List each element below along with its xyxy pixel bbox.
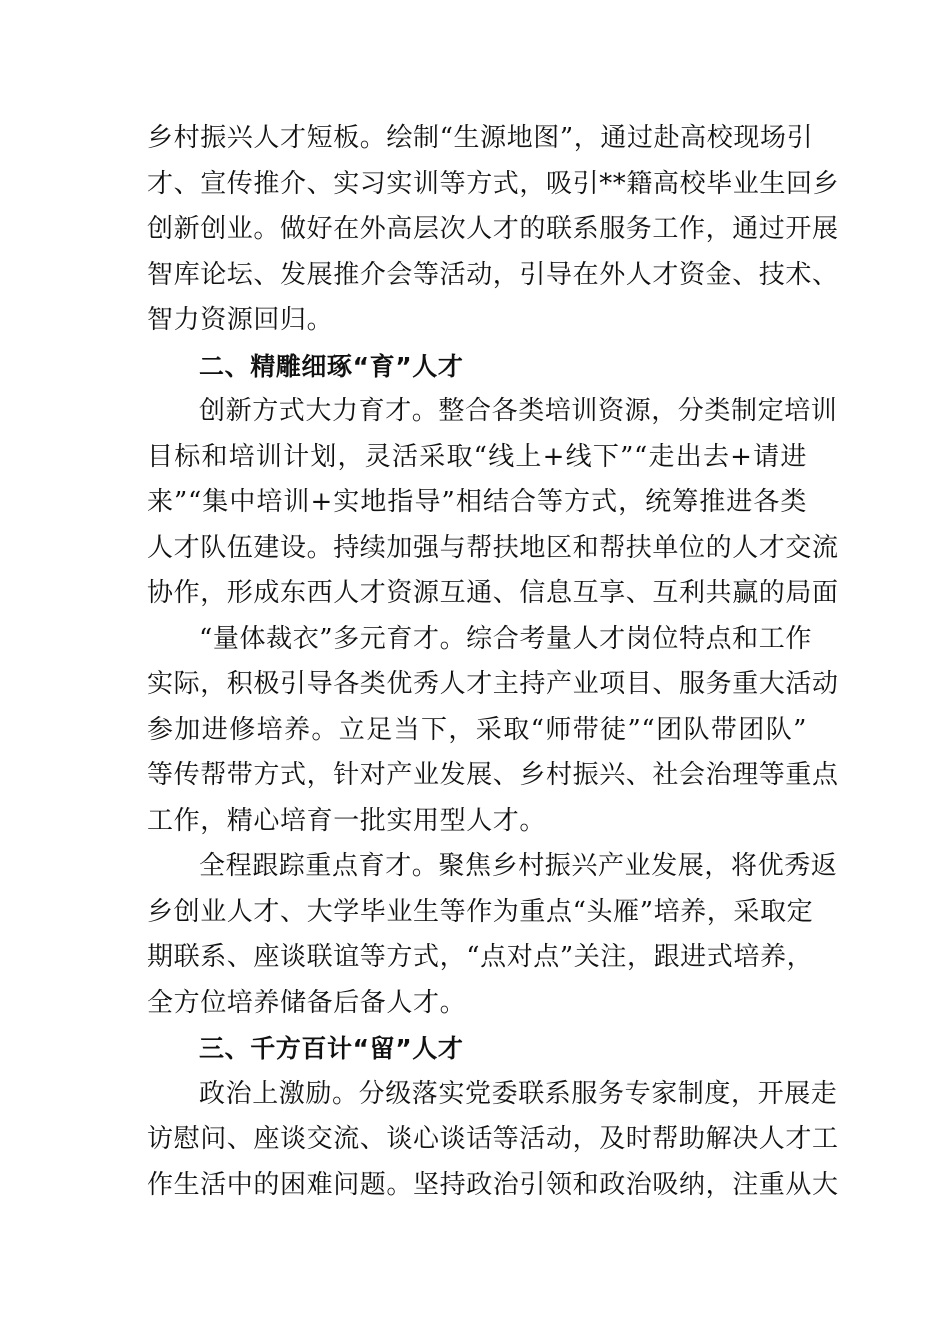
- text-line: 目标和培训计划，灵活采取“线上+线下”“走出去+请进: [147, 441, 807, 472]
- text-line: 全方位培养储备后备人才。: [147, 987, 467, 1018]
- text-line: 来”“集中培训+实地指导”相结合等方式，统筹推进各类: [147, 487, 807, 517]
- text-line: 乡创业人才、大学毕业生等作为重点“头雁”培养，采取定: [147, 896, 814, 927]
- text-line: 创新方式大力育才。整合各类培训资源，分类制定培训: [199, 396, 838, 426]
- section-heading: 三、千方百计“留”人才: [199, 1034, 464, 1063]
- text-line: 等传帮带方式，针对产业发展、乡村振兴、社会治理等重点: [147, 760, 839, 790]
- section-heading: 二、精雕细琢“育”人才: [199, 351, 464, 381]
- text-line: 智库论坛、发展推介会等活动，引导在外人才资金、技术、: [147, 259, 839, 290]
- text-line: 政治上激励。分级落实党委联系服务专家制度，开展走: [199, 1078, 838, 1109]
- text-line: 才、宣传推介、实习实训等方式，吸引**籍高校毕业生回乡: [147, 168, 840, 199]
- text-line: 访慰问、座谈交流、谈心谈话等活动，及时帮助解决人才工: [147, 1124, 839, 1154]
- document-body: [147, 116, 840, 1208]
- text-line: 乡村振兴人才短板。绘制“生源地图”，通过赴高校现场引: [147, 123, 814, 153]
- text-line: 人才队伍建设。持续加强与帮扶地区和帮扶单位的人才交流: [147, 532, 839, 563]
- text-line: “量体裁衣”多元育才。综合考量人才岗位特点和工作: [199, 623, 812, 654]
- text-line: 作生活中的困难问题。坚持政治引领和政治吸纳，注重从大: [147, 1169, 839, 1200]
- text-line: 参加进修培养。立足当下，采取“师带徒”“团队带团队”: [147, 714, 807, 745]
- text-line: 期联系、座谈联谊等方式，“点对点”关注，跟进式培养，: [147, 942, 814, 972]
- text-line: 协作，形成东西人才资源互通、信息互享、互利共赢的局面: [147, 578, 839, 608]
- text-line: 全程跟踪重点育才。聚焦乡村振兴产业发展，将优秀返: [199, 851, 838, 881]
- text-line: 实际，积极引导各类优秀人才主持产业项目、服务重大活动: [147, 669, 839, 699]
- text-line: 智力资源回归。: [147, 305, 334, 335]
- text-line: 创新创业。做好在外高层次人才的联系服务工作，通过开展: [147, 214, 839, 244]
- text-line: 工作，精心培育一批实用型人才。: [147, 805, 547, 836]
